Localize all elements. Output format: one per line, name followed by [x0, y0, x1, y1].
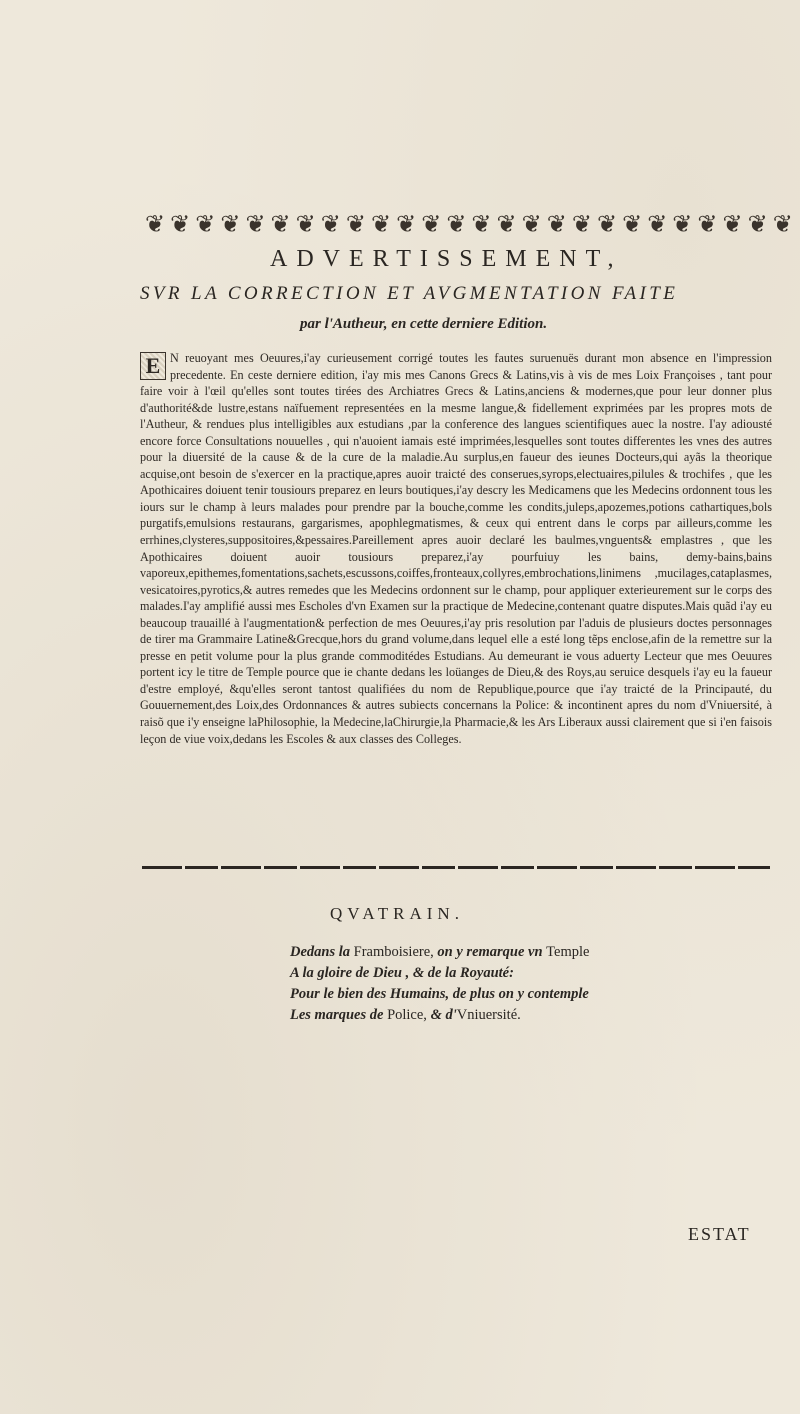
quatrain-line-4: Les marques de Police, & d'Vniuersité.	[290, 1007, 521, 1023]
page-heading: ADVERTISSEMENT,	[270, 246, 623, 272]
fleuron-icon: ❦	[697, 210, 718, 238]
fleuron-icon: ❦	[320, 210, 341, 238]
fleuron-icon: ❦	[521, 210, 542, 238]
fleuron-icon: ❦	[471, 210, 492, 238]
fleuron-icon: ❦	[546, 210, 567, 238]
fleuron-icon: ❦	[220, 210, 241, 238]
body-paragraph	[140, 350, 772, 747]
fleuron-icon: ❦	[396, 210, 417, 238]
fleuron-icon: ❦	[295, 210, 316, 238]
fleuron-icon: ❦	[446, 210, 467, 238]
fleuron-icon: ❦	[345, 210, 366, 238]
fleuron-icon: ❦	[421, 210, 442, 238]
fleuron-icon: ❦	[195, 210, 216, 238]
fleuron-icon: ❦	[145, 210, 166, 238]
fleuron-icon: ❦	[596, 210, 618, 238]
fleuron-icon: ❦	[571, 210, 592, 238]
fleuron-icon: ❦	[672, 210, 693, 238]
ornamental-header-band	[145, 208, 793, 240]
page-subheading: SVR LA CORRECTION ET AVGMENTATION FAITE	[140, 283, 679, 304]
quatrain-line-3: Pour le bien des Humains, de plus on y contemple	[290, 986, 589, 1002]
quatrain-line-2: A la gloire de Dieu , & de la Royauté:	[290, 965, 514, 981]
quatrain-title: QVATRAIN.	[330, 904, 464, 923]
fleuron-icon: ❦	[722, 210, 743, 238]
fleuron-icon: ❦	[647, 210, 668, 238]
fleuron-icon: ❦	[772, 210, 793, 238]
quatrain-line-1: Dedans la Framboisiere, on y remarque vn Temple	[290, 944, 590, 960]
fleuron-icon: ❦	[270, 210, 291, 238]
fleuron-icon: ❦	[170, 210, 191, 238]
fleuron-icon: ❦	[370, 210, 392, 238]
fleuron-icon: ❦	[622, 210, 643, 238]
fleuron-icon: ❦	[245, 210, 266, 238]
edition-subline: par l'Autheur, en cette derniere Edition.	[300, 316, 548, 332]
fleuron-icon: ❦	[496, 210, 517, 238]
catchword: ESTAT	[688, 1224, 751, 1244]
section-divider-rule	[142, 866, 770, 869]
fleuron-icon: ❦	[747, 210, 768, 238]
body-paragraph-text: N reuoyant mes Oeuures,i'ay curieusement corrigé toutes les fautes suruenuës durant mon absence en l'impression precedente. En ceste derniere edition, i'ay mis mes Canons Grecs & Latins,vis à vis de mes Loix Françoises , tant pour faire voir à l'œil qu'elles sont toutes tirées des Archiatres Grecs & Latins,anciens & modernes,que pour leur donner plus d'authorité&de lustre,estans naïfuement representées en la mesme langue,& fidellement exprimées par les propres mots de l'Autheur, & rendues plus intelligibles aux estudians ,par la conference des langues scientifiques auec la nostre. I'ay adiousté encore force Consultations nouuelles , qui n'auoient iamais esté imprimées,lesquelles sont toutes differentes les vnes des autres pour la diuersité de la cause & de la cure de la maladie.Au surplus,en faueur des ieunes Docteurs,qui ayãs la theorique acquise,ont besoin de s'exercer en la practique,apres auoir traicté des conserues,syrops,electuaires,pilules & trochifes , que les Apothicaires doiuent tenir tousiours preparez en leurs boutiques,i'ay descry les Medicamens que les Medecins ordonnent tous les iours sur le champ à leurs malades pour prendre par la bouche,comme les condits,juleps,apozemes,potions cathartiques,bols purgatifs,emulsions restaurans, gargarismes, apophlegmatismes, & ceux qui entrent dans le corps par ailleurs,comme les errhines,clysteres,suppositoires,&pessaires.Pareillement apres auoir declaré les baulmes,vnguents& emplastres , que les Apothicaires doiuent auoir tousiours preparez,i'ay pourfuiuy les bains, demy-bains,bains vaporeux,epithemes,fomentations,sachets,escussons,coiffes,fronteaux,collyres,embrochations,linimens ,mucilages,cataplasmes, vesicatoires,pyrotics,& autres remedes que les Medecins ordonnent sur le champ, pour appliquer exterieurement sur le corps des malades.I'ay amplifié aussi mes Escholes d'vn Examen sur la practique de Medecine,contenant quatre disputes.Mais quãd i'ay eu beaucoup trauaillé à l'augmentation& perfection de mes Oeuures,i'ay pris resolution par l'aduis de plusieurs doctes personnages de tirer ma Grammaire Latine&Grecque,hors du grand volume,dans lequel elle a esté long tẽps enclose,afin de la remettre sur la presse en petit volume pour la plus grande commoditédes Estudians. Au demeurant ie vous aduerty Lecteur que mes Oeuures portent icy le titre de Temple pource que ie chante dedans les loüanges de Dieu,& des Roys,au seruice desquels i'ay eu la faueur d'estre employé, &qu'elles seront tantost qualifiées du nom de Republique,pource que i'ay traicté de la Principauté, du Gouuernement,des Loix,des Ordonnances & autres subiects concernans la Police: & incontinent apres du nom d'Vniuersité, à raisõ que i'y enseigne laPhilosophie, la Medecine,laChirurgie,la Pharmacie,& les Ars Liberaux aussi clairement que si i'en faisois leçon de viue voix,dedans les Escoles & aux classes des Colleges.	[140, 351, 772, 746]
drop-cap-initial: E	[140, 352, 166, 380]
